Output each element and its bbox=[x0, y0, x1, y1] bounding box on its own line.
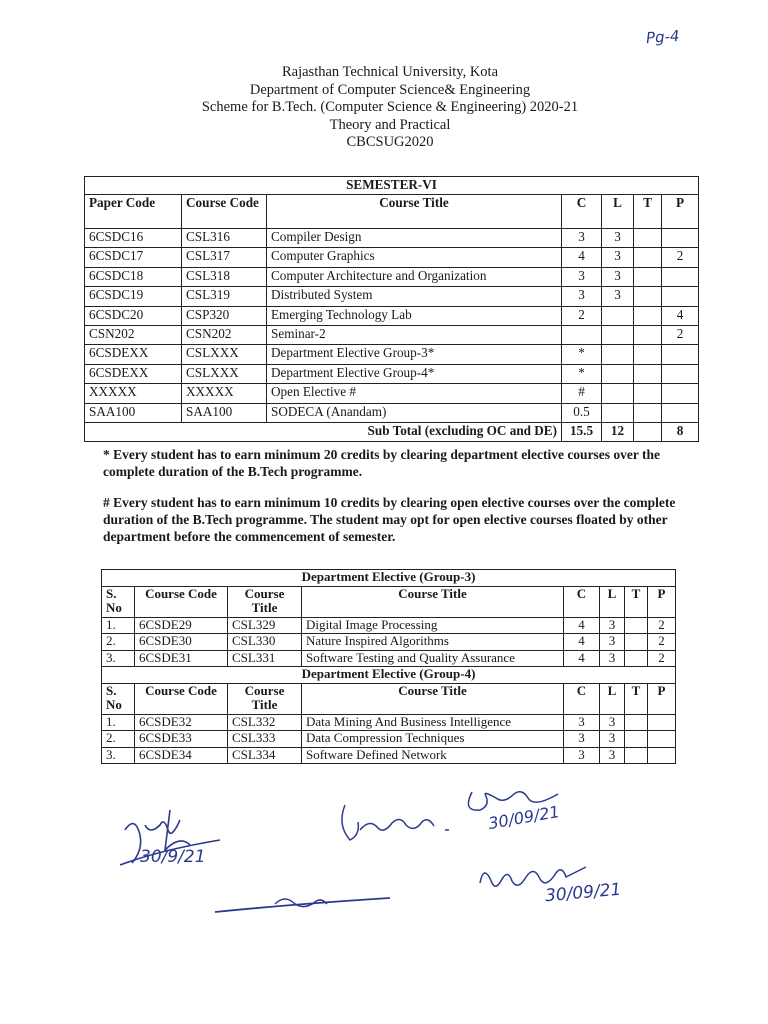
table-cell bbox=[662, 364, 699, 383]
table-cell: Digital Image Processing bbox=[302, 617, 564, 634]
table-cell: 3 bbox=[600, 714, 625, 731]
table-cell: Data Mining And Business Intelligence bbox=[302, 714, 564, 731]
table-cell: 3 bbox=[562, 229, 602, 248]
table-cell: Emerging Technology Lab bbox=[267, 306, 562, 325]
table-cell: 3. bbox=[102, 650, 135, 667]
table-cell: 2 bbox=[662, 248, 699, 267]
table-cell: 3 bbox=[602, 248, 634, 267]
table-cell: Computer Architecture and Organization bbox=[267, 267, 562, 286]
table-cell bbox=[602, 384, 634, 403]
table-cell bbox=[625, 747, 648, 764]
col-sno: S. No bbox=[102, 586, 135, 617]
table-cell bbox=[648, 747, 676, 764]
col-l: L bbox=[600, 683, 625, 714]
table-cell: 4 bbox=[662, 306, 699, 325]
col-paper-code: Paper Code bbox=[85, 195, 182, 229]
col-l: L bbox=[602, 195, 634, 229]
table-cell bbox=[634, 267, 662, 286]
subtotal-c: 15.5 bbox=[562, 422, 602, 441]
table-cell: 2 bbox=[562, 306, 602, 325]
table-cell: 2 bbox=[648, 617, 676, 634]
subtotal-spacer bbox=[85, 422, 182, 441]
table-cell: 3 bbox=[564, 747, 600, 764]
table-cell: 3 bbox=[564, 714, 600, 731]
table-cell: CSL330 bbox=[228, 634, 302, 651]
group3-title: Department Elective (Group-3) bbox=[102, 570, 676, 587]
table-cell: 4 bbox=[564, 650, 600, 667]
table-cell: CSL332 bbox=[228, 714, 302, 731]
table-cell: 4 bbox=[562, 248, 602, 267]
signature-2 bbox=[210, 890, 400, 920]
table-cell: Department Elective Group-4* bbox=[267, 364, 562, 383]
table-cell bbox=[602, 306, 634, 325]
table-cell: XXXXX bbox=[85, 384, 182, 403]
table-cell: 6CSDE31 bbox=[135, 650, 228, 667]
table-cell: 3 bbox=[600, 634, 625, 651]
table-cell: 6CSDC16 bbox=[85, 229, 182, 248]
page-number-mark: Pg-4 bbox=[645, 26, 681, 48]
table-cell bbox=[662, 345, 699, 364]
table-cell: Distributed System bbox=[267, 287, 562, 306]
table-cell bbox=[602, 325, 634, 344]
table-row bbox=[85, 267, 699, 286]
table-cell: CSL333 bbox=[228, 731, 302, 748]
table-cell: 1. bbox=[102, 714, 135, 731]
table-row bbox=[102, 617, 676, 634]
table-row bbox=[85, 345, 699, 364]
table-cell: 2 bbox=[648, 634, 676, 651]
note-department-elective: * Every student has to earn minimum 20 credits by clearing department elective courses over the complete duration of the B.Tech programme. bbox=[103, 447, 661, 479]
table-cell: CSL334 bbox=[228, 747, 302, 764]
table-cell bbox=[634, 306, 662, 325]
table-cell bbox=[602, 364, 634, 383]
table-cell: 3. bbox=[102, 747, 135, 764]
col-t: T bbox=[625, 586, 648, 617]
note-open-elective: # Every student has to earn minimum 10 credits by clearing open elective courses over the complete duration of the B.Tech programme. The student may opt for open elective courses floated by other department before the commencement of semester. bbox=[103, 495, 676, 544]
table-row bbox=[85, 325, 699, 344]
signature-1 bbox=[115, 805, 235, 880]
table-cell: 6CSDE29 bbox=[135, 617, 228, 634]
elective-table bbox=[101, 569, 676, 764]
scheme-title: Scheme for B.Tech. (Computer Science & Engineering) 2020-21 bbox=[201, 99, 579, 115]
table-row bbox=[102, 634, 676, 651]
table-cell: 6CSDE33 bbox=[135, 731, 228, 748]
table-cell bbox=[634, 364, 662, 383]
col-course-code-title: Course Title bbox=[228, 586, 302, 617]
col-course-code: Course Code bbox=[135, 683, 228, 714]
col-t: T bbox=[634, 195, 662, 229]
table-cell: 3 bbox=[564, 731, 600, 748]
subtotal-spacer bbox=[182, 422, 267, 441]
table-row bbox=[85, 306, 699, 325]
table-cell: XXXXX bbox=[182, 384, 267, 403]
subtotal-t bbox=[634, 422, 662, 441]
table-cell: CSL317 bbox=[182, 248, 267, 267]
table-cell bbox=[662, 403, 699, 422]
table-row bbox=[102, 731, 676, 748]
table-cell bbox=[634, 384, 662, 403]
table-cell: CSL318 bbox=[182, 267, 267, 286]
table-cell: # bbox=[562, 384, 602, 403]
table-row bbox=[85, 248, 699, 267]
table-cell bbox=[602, 403, 634, 422]
col-p: P bbox=[648, 586, 676, 617]
signature-date-1: 30/9/21 bbox=[140, 847, 206, 867]
table-cell: 4 bbox=[564, 617, 600, 634]
table-cell: CSP320 bbox=[182, 306, 267, 325]
table-cell bbox=[634, 229, 662, 248]
col-l: L bbox=[600, 586, 625, 617]
table-cell: 6CSDE32 bbox=[135, 714, 228, 731]
subtotal-label: Sub Total (excluding OC and DE) bbox=[267, 422, 562, 441]
table-cell: 3 bbox=[602, 287, 634, 306]
table-cell: 3 bbox=[600, 650, 625, 667]
table-cell bbox=[662, 229, 699, 248]
table-cell bbox=[648, 731, 676, 748]
table-cell bbox=[634, 345, 662, 364]
table-cell: SAA100 bbox=[182, 403, 267, 422]
table-cell: CSLXXX bbox=[182, 345, 267, 364]
table-cell: Open Elective # bbox=[267, 384, 562, 403]
table-cell bbox=[625, 731, 648, 748]
table-cell: CSLXXX bbox=[182, 364, 267, 383]
table-cell: 4 bbox=[564, 634, 600, 651]
table-cell: 2 bbox=[648, 650, 676, 667]
table-cell: 3 bbox=[600, 731, 625, 748]
table-cell bbox=[562, 325, 602, 344]
table-cell bbox=[648, 714, 676, 731]
col-sno: S. No bbox=[102, 683, 135, 714]
table-cell: 2. bbox=[102, 634, 135, 651]
table-cell: 6CSDEXX bbox=[85, 345, 182, 364]
table-cell: * bbox=[562, 364, 602, 383]
group4-title: Department Elective (Group-4) bbox=[102, 667, 676, 684]
table-cell: 3 bbox=[562, 287, 602, 306]
table-row bbox=[102, 747, 676, 764]
col-c: C bbox=[564, 586, 600, 617]
col-course-code: Course Code bbox=[135, 586, 228, 617]
table-cell: SAA100 bbox=[85, 403, 182, 422]
table-cell bbox=[625, 634, 648, 651]
table-cell: 3 bbox=[602, 267, 634, 286]
subtotal-l: 12 bbox=[602, 422, 634, 441]
table-cell bbox=[662, 287, 699, 306]
col-t: T bbox=[625, 683, 648, 714]
table-cell bbox=[634, 325, 662, 344]
table-cell bbox=[662, 267, 699, 286]
table-cell bbox=[634, 287, 662, 306]
table-cell: 6CSDC19 bbox=[85, 287, 182, 306]
col-course-code: Course Code bbox=[182, 195, 267, 229]
scheme-code: CBCSUG2020 bbox=[346, 134, 434, 150]
table-cell: 3 bbox=[602, 229, 634, 248]
table-cell: 6CSDC20 bbox=[85, 306, 182, 325]
table-cell: 2. bbox=[102, 731, 135, 748]
table-cell: CSN202 bbox=[182, 325, 267, 344]
table-cell bbox=[634, 403, 662, 422]
table-cell: 6CSDC18 bbox=[85, 267, 182, 286]
scheme-subtitle: Theory and Practical bbox=[329, 116, 451, 133]
table-cell bbox=[662, 384, 699, 403]
table-cell: 6CSDC17 bbox=[85, 248, 182, 267]
semester-table bbox=[84, 176, 699, 442]
table-cell bbox=[602, 345, 634, 364]
table-cell: Software Testing and Quality Assurance bbox=[302, 650, 564, 667]
col-course-title: Course Title bbox=[267, 195, 562, 229]
semester-title: SEMESTER-VI bbox=[85, 177, 699, 195]
table-cell: 0.5 bbox=[562, 403, 602, 422]
department-name: Department of Computer Science& Engineering bbox=[249, 81, 531, 98]
table-cell: 1. bbox=[102, 617, 135, 634]
table-cell: Seminar-2 bbox=[267, 325, 562, 344]
table-cell: 6CSDEXX bbox=[85, 364, 182, 383]
university-name: Rajasthan Technical University, Kota bbox=[281, 64, 499, 80]
notes bbox=[103, 446, 683, 559]
table-cell: 3 bbox=[600, 747, 625, 764]
table-cell: * bbox=[562, 345, 602, 364]
signature-date-3: 30/09/21 bbox=[544, 879, 623, 907]
table-cell: 3 bbox=[562, 267, 602, 286]
col-c: C bbox=[564, 683, 600, 714]
col-course-title: Course Title bbox=[302, 683, 564, 714]
table-row bbox=[102, 650, 676, 667]
table-cell: Nature Inspired Algorithms bbox=[302, 634, 564, 651]
table-row bbox=[85, 287, 699, 306]
table-cell: Compiler Design bbox=[267, 229, 562, 248]
table-cell: 3 bbox=[600, 617, 625, 634]
table-cell: CSL319 bbox=[182, 287, 267, 306]
table-cell: CSL316 bbox=[182, 229, 267, 248]
table-cell bbox=[625, 650, 648, 667]
table-cell bbox=[634, 248, 662, 267]
table-cell: 6CSDE30 bbox=[135, 634, 228, 651]
subtotal-p: 8 bbox=[662, 422, 699, 441]
table-row bbox=[85, 384, 699, 403]
table-cell bbox=[625, 714, 648, 731]
table-cell: 6CSDE34 bbox=[135, 747, 228, 764]
signature-3 bbox=[330, 800, 460, 850]
table-row bbox=[85, 229, 699, 248]
table-cell: 2 bbox=[662, 325, 699, 344]
document-header bbox=[150, 64, 630, 152]
table-cell: Software Defined Network bbox=[302, 747, 564, 764]
table-cell: CSL331 bbox=[228, 650, 302, 667]
table-cell: Department Elective Group-3* bbox=[267, 345, 562, 364]
col-course-title: Course Title bbox=[302, 586, 564, 617]
signature-date-2: 30/09/21 bbox=[486, 801, 561, 834]
col-p: P bbox=[662, 195, 699, 229]
table-cell: CSN202 bbox=[85, 325, 182, 344]
table-row bbox=[85, 364, 699, 383]
table-cell: SODECA (Anandam) bbox=[267, 403, 562, 422]
table-cell: Computer Graphics bbox=[267, 248, 562, 267]
table-cell: Data Compression Techniques bbox=[302, 731, 564, 748]
table-row bbox=[85, 403, 699, 422]
table-cell bbox=[625, 617, 648, 634]
col-p: P bbox=[648, 683, 676, 714]
table-row bbox=[102, 714, 676, 731]
col-c: C bbox=[562, 195, 602, 229]
col-course-code-title: Course Title bbox=[228, 683, 302, 714]
table-cell: CSL329 bbox=[228, 617, 302, 634]
